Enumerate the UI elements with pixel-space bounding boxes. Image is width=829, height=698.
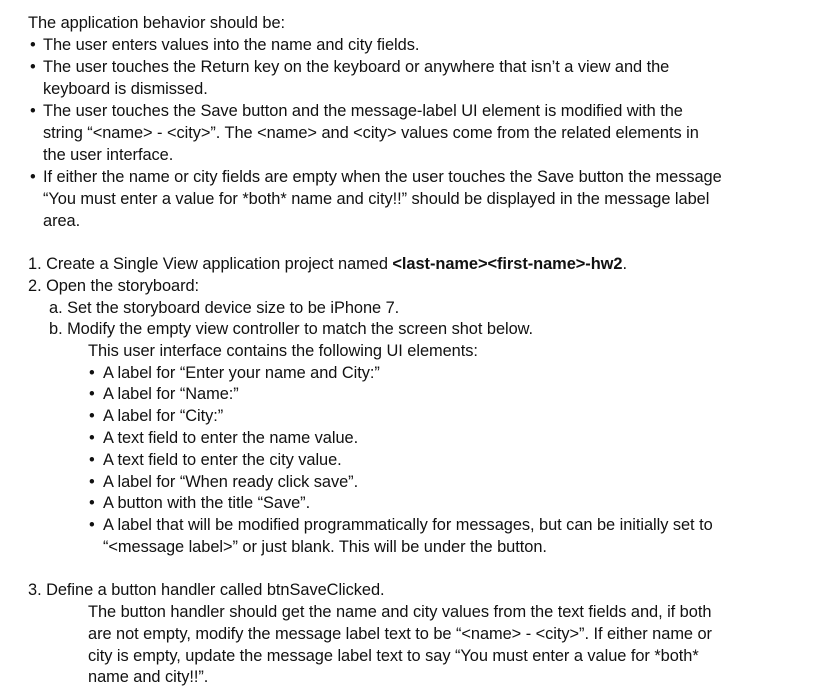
step-2a: a. Set the storyboard device size to be iPhone 7. [49,299,400,317]
bullet-dot: • [89,473,95,491]
intro-bullet-3-line-3: the user interface. [43,146,174,164]
bullet-dot: • [89,429,95,447]
step-1-project-name: <last-name><first-name>-hw2 [392,255,623,273]
intro-bullet-1-line-1: The user enters values into the name and city fields. [43,36,420,54]
step-3-body-line-4: name and city!!”. [88,668,209,686]
ui-element-item-8-continuation: “<message label>” or just blank. This will be under the button. [103,538,547,556]
intro-bullet-3-line-2: string “<name> - <city>”. The <name> and <city> values come from the related elements in [43,124,699,142]
intro-bullet-4-line-2: “You must enter a value for *both* name and city!!” should be displayed in the message label [43,190,710,208]
intro-bullet-2-line-1: The user touches the Return key on the keyboard or anywhere that isn’t a view and the [43,58,670,76]
intro-bullet-4-line-3: area. [43,212,81,230]
step-3: 3. Define a button handler called btnSaveClicked. [28,581,385,599]
ui-element-item-8: A label that will be modified programmatically for messages, but can be initially set to [103,516,713,534]
step-1-prefix: 1. Create a Single View application project named [28,255,393,273]
ui-element-item-6: A label for “When ready click save”. [103,473,359,491]
step-2: 2. Open the storyboard: [28,277,200,295]
ui-element-item-1: A label for “Enter your name and City:” [103,364,380,382]
step-1-suffix: . [622,255,627,273]
bullet-dot: • [89,451,95,469]
bullet-dot: • [30,168,36,186]
bullet-dot: • [89,407,95,425]
bullet-dot: • [89,516,95,534]
intro-bullet-3-line-1: The user touches the Save button and the message-label UI element is modified with the [43,102,683,120]
step-3-body-line-3: city is empty, update the message label text to say “You must enter a value for *both* [88,647,699,665]
intro-heading: The application behavior should be: [28,14,286,32]
step-3-body-line-1: The button handler should get the name and city values from the text fields and, if both [88,603,712,621]
ui-element-item-7: A button with the title “Save”. [103,494,311,512]
step-3-body-line-2: are not empty, modify the message label text to be “<name> - <city>”. If either name or [88,625,712,643]
bullet-dot: • [89,385,95,403]
bullet-dot: • [30,102,36,120]
ui-element-item-3: A label for “City:” [103,407,224,425]
intro-bullet-4-line-1: If either the name or city fields are empty when the user touches the Save button the message [43,168,722,186]
bullet-dot: • [30,36,36,54]
bullet-dot: • [30,58,36,76]
step-2b: b. Modify the empty view controller to match the screen shot below. [49,320,534,338]
ui-element-item-5: A text field to enter the city value. [103,451,342,469]
bullet-dot: • [89,364,95,382]
ui-element-item-4: A text field to enter the name value. [103,429,359,447]
step-1 [28,254,627,276]
intro-bullet-2-line-2: keyboard is dismissed. [43,80,208,98]
ui-element-item-2: A label for “Name:” [103,385,239,403]
step-2b-intro: This user interface contains the following UI elements: [88,342,478,360]
bullet-dot: • [89,494,95,512]
